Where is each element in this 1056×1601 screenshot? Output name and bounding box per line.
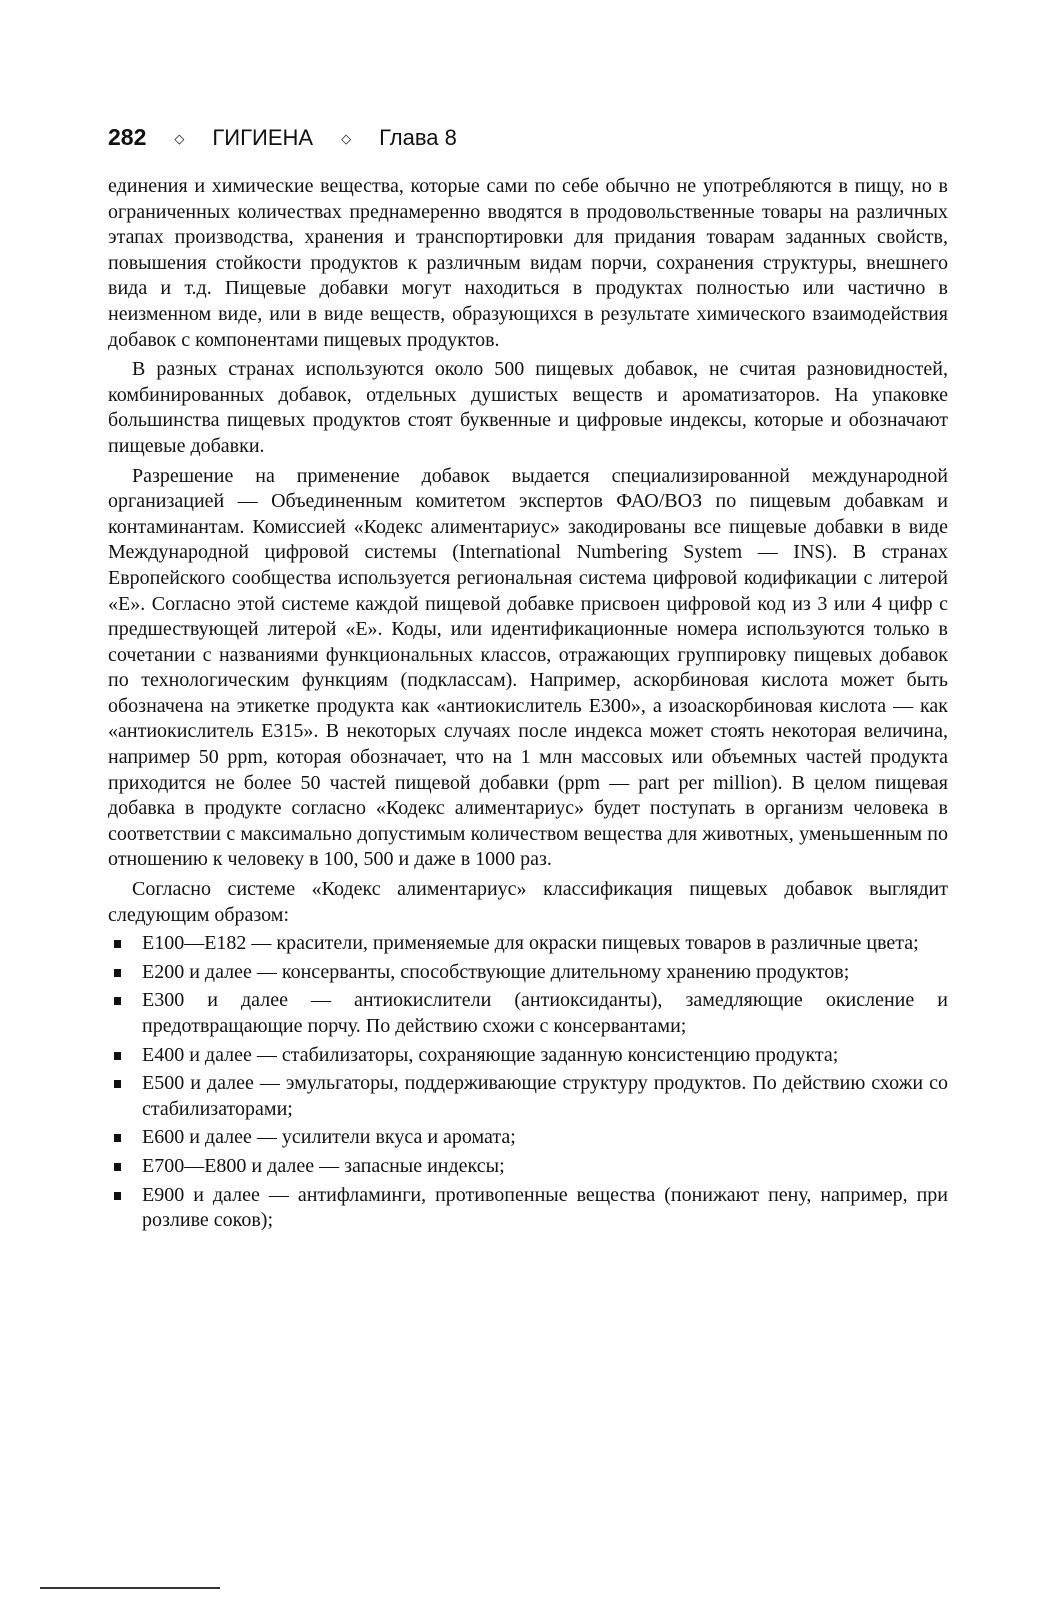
- list-item: Е900 и далее — антифламинги, противопенные вещества (понижают пену, например, при розливе соков);: [108, 1183, 948, 1234]
- chapter-label: Глава 8: [379, 125, 457, 150]
- book-title: ГИГИЕНА: [212, 125, 314, 150]
- list-item: Е600 и далее — усилители вкуса и аромата;: [108, 1125, 948, 1151]
- list-item: Е400 и далее — стабилизаторы, сохраняющие заданную консистенцию продукта;: [108, 1043, 948, 1069]
- square-bullet-icon: [114, 1192, 121, 1200]
- page: [108, 124, 948, 1237]
- square-bullet-icon: [114, 1080, 121, 1088]
- list-item: Е300 и далее — антиокислители (антиоксиданты), замедляющие окисление и предотвращающие порчу. По действию схожи с консервантами;: [108, 988, 948, 1039]
- list-item: Е500 и далее — эмульгаторы, поддерживающие структуру продуктов. По действию схожи со стабилизаторами;: [108, 1071, 948, 1122]
- square-bullet-icon: [114, 1134, 121, 1142]
- list-item: Е100—Е182 — красители, применяемые для окраски пищевых товаров в различные цвета;: [108, 931, 948, 957]
- square-bullet-icon: [114, 940, 121, 948]
- paragraph: В разных странах используются около 500 пищевых добавок, не считая разновидностей, комбинированных добавок, отдельных душистых веществ и ароматизаторов. На упаковке большинства пищевых продуктов стоят буквенные и цифровые индексы, которые и обозначают пищевые добавки.: [108, 358, 948, 457]
- square-bullet-icon: [114, 997, 121, 1005]
- body-text: [108, 174, 948, 928]
- list-item: Е700—Е800 и далее — запасные индексы;: [108, 1154, 948, 1180]
- square-bullet-icon: [114, 969, 121, 977]
- paragraph: единения и химические вещества, которые сами по себе обычно не употребляются в пищу, но в ограниченных количествах преднамеренно вводятся в продовольственные товары на различных этапах производства, хранения и транспортировки для придания товарам заданных свойств, повышения стойкости продуктов к различным видам порчи, сохранения структуры, внешнего вида и т.д. Пищевые добавки могут находиться в продуктах полностью или частично в неизменном виде, или в виде веществ, образующихся в результате химического взаимодействия добавок с компонентами пищевых продуктов.: [108, 175, 948, 351]
- paragraph: Согласно системе «Кодекс алиментариус» классификация пищевых добавок выглядит следующим образом:: [108, 878, 948, 926]
- list-item: Е200 и далее — консерванты, способствующие длительному хранению продуктов;: [108, 960, 948, 986]
- additive-classification-list: [108, 931, 948, 1234]
- scan-edge-line: [40, 1587, 220, 1589]
- running-header: [108, 124, 948, 156]
- page-number: 282: [108, 124, 147, 150]
- paragraph: Разрешение на применение добавок выдается специализированной международной организацией — Объединенным комитетом экспертов ФАО/ВОЗ по пищевым добавкам и контаминантам. Комиссией «Кодекс алиментариус» закодированы все пищевые добавки в виде Международной цифровой системы (International Numbering System — INS). В странах Европейского сообщества используется региональная система цифровой кодификации с литерой «Е». Согласно этой системе каждой пищевой добавке присвоен цифровой код из 3 или 4 цифр с предшествующей литерой «Е». Коды, или идентификационные номера используются только в сочетании с названиями функциональных классов, отражающих группировку пищевых добавок по технологическим функциям (подклассам). Например, аскорбиновая кислота может быть обозначена на этикетке продукта как «антиокислитель Е300», а изоаскорбиновая кислота — как «антиокислитель Е315». В некоторых случаях после индекса может стоять некоторая величина, например 50 ppm, которая обозначает, что на 1 млн массовых или объемных частей продукта приходится не более 50 частей пищевой добавки (ppm — part per million). В целом пищевая добавка в продукте согласно «Кодекс алиментариус» будет поступать в организм человека в соответствии с максимально допустимым количеством вещества для животных, уменьшенным по отношению к человеку в 100, 500 и даже в 1000 раз.: [108, 464, 948, 871]
- diamond-separator-icon: ◇: [341, 131, 352, 146]
- diamond-separator-icon: ◇: [174, 131, 185, 146]
- square-bullet-icon: [114, 1052, 121, 1060]
- square-bullet-icon: [114, 1163, 121, 1171]
